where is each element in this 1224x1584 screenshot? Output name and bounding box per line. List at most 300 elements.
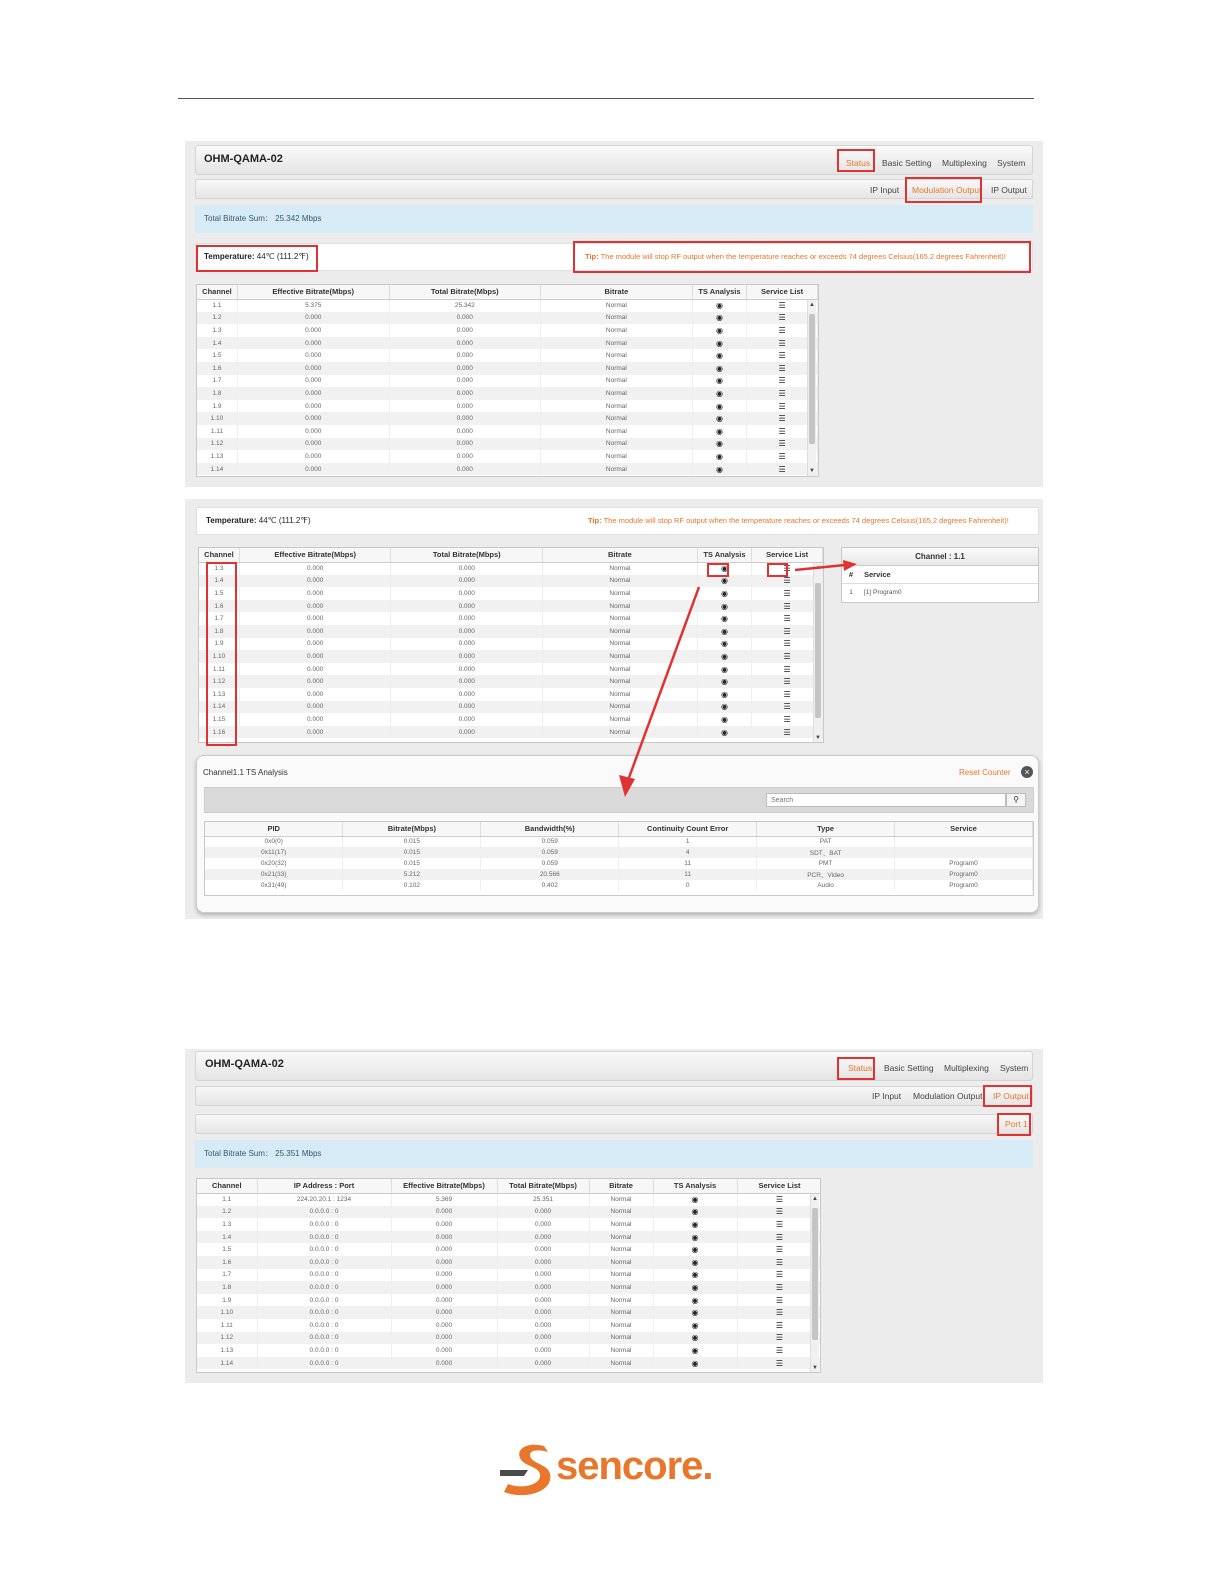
table-row	[197, 299, 818, 312]
eye-icon[interactable]: ◉	[691, 1345, 699, 1355]
table-cell: 1.11	[197, 1319, 257, 1332]
header-rule	[178, 98, 1034, 99]
table-cell: 1.5	[197, 1243, 257, 1256]
table-cell: Normal	[541, 349, 693, 362]
app-title: OHM-QAMA-02	[205, 1058, 284, 1070]
table-row	[199, 600, 823, 613]
scroll-down-icon[interactable]: ▼	[815, 735, 821, 741]
service-list-cell	[737, 1306, 821, 1319]
table-cell: 0.000	[391, 1281, 497, 1294]
col-cc-error: Continuity Count Error	[619, 822, 757, 836]
table-cell: 1.11	[199, 663, 239, 676]
table-cell: Normal	[541, 387, 693, 400]
service-list-cell	[737, 1294, 821, 1307]
list-icon[interactable]: ☰	[778, 325, 786, 335]
temperature-tip: Tip: The module will stop RF output when the temperature reaches or exceeds 74 degrees Celsius(165.2 degrees Fahrenheit)!	[585, 252, 1006, 261]
table-row	[197, 387, 818, 400]
ts-analysis-cell	[697, 701, 752, 714]
table-row	[197, 1357, 821, 1370]
tab-basic-setting[interactable]: Basic Setting	[882, 158, 932, 168]
list-icon[interactable]: ☰	[775, 1320, 784, 1330]
table-cell: 4	[619, 847, 757, 858]
list-icon[interactable]: ☰	[783, 651, 791, 661]
scroll-thumb[interactable]	[809, 314, 815, 444]
eye-icon[interactable]: ◉	[715, 426, 723, 436]
ts-search-input[interactable]	[766, 793, 1006, 807]
table-cell: 0.0.0.0 : 0	[257, 1243, 391, 1256]
table-cell: 1.15	[199, 713, 239, 726]
list-icon[interactable]: ☰	[775, 1245, 784, 1255]
list-icon[interactable]: ☰	[783, 639, 791, 649]
table-row	[197, 1332, 821, 1345]
ts-analysis-title: Channel1.1 TS Analysis	[203, 768, 288, 777]
service-list-cell	[752, 675, 823, 688]
ts-analysis-cell	[692, 349, 747, 362]
col-total-bitrate: Total Bitrate(Mbps)	[389, 285, 541, 299]
eye-icon[interactable]: ◉	[715, 313, 723, 323]
service-list-cell	[737, 1218, 821, 1231]
subtab-ip-input[interactable]: IP Input	[872, 1091, 902, 1101]
table-cell: 0x31(49)	[205, 880, 343, 891]
table-row	[205, 869, 1033, 880]
close-icon[interactable]: ×	[1021, 766, 1033, 778]
tab-system[interactable]: System	[1000, 1063, 1029, 1073]
col-pid: PID	[205, 822, 343, 836]
service-panel-title: Channel : 1.1	[842, 548, 1038, 566]
table-row	[197, 425, 818, 438]
table-cell: 0.000	[237, 412, 389, 425]
eye-icon[interactable]: ◉	[720, 702, 728, 712]
list-icon[interactable]: ☰	[783, 614, 791, 624]
table-cell: 11	[619, 858, 757, 869]
tab-basic-setting[interactable]: Basic Setting	[884, 1063, 934, 1073]
eye-icon[interactable]: ◉	[720, 677, 728, 687]
tab-status[interactable]: Status	[848, 1063, 873, 1073]
table-cell: 0.000	[389, 387, 541, 400]
table-cell: 1.1	[197, 299, 237, 312]
list-icon[interactable]: ☰	[778, 351, 786, 361]
list-icon[interactable]: ☰	[778, 451, 786, 461]
table-cell: 0.0.0.0 : 0	[257, 1269, 391, 1282]
table-cell: 0.015	[343, 858, 481, 869]
table-cell: Normal	[543, 575, 698, 588]
eye-icon[interactable]: ◉	[691, 1358, 699, 1368]
table-cell: 0.000	[239, 625, 391, 638]
table-row	[199, 625, 823, 638]
eye-icon[interactable]: ◉	[715, 439, 723, 449]
table-row	[197, 1243, 821, 1256]
subtab-ip-output[interactable]: IP Output	[991, 185, 1027, 195]
subtab-ip-input[interactable]: IP Input	[870, 185, 900, 195]
table-cell: Normal	[543, 562, 698, 575]
subtab-ip-output[interactable]: IP Output	[993, 1091, 1029, 1101]
service-list-cell	[737, 1256, 821, 1269]
table-cell: 0x11(17)	[205, 847, 343, 858]
ts-analysis-cell	[692, 299, 747, 312]
table-row	[205, 858, 1033, 869]
table-cell: 0.000	[239, 600, 391, 613]
table-cell: 0.0.0.0 : 0	[257, 1256, 391, 1269]
table-cell: 0.000	[391, 701, 543, 714]
list-icon[interactable]: ☰	[783, 714, 791, 724]
table-cell: 0.000	[237, 337, 389, 350]
list-icon[interactable]: ☰	[778, 439, 786, 449]
highlight-service-list-icon	[767, 563, 788, 577]
list-icon[interactable]: ☰	[783, 576, 791, 586]
table-cell: 1.10	[197, 412, 237, 425]
scroll-thumb[interactable]	[815, 583, 821, 718]
subtab-bar	[195, 1086, 1033, 1106]
highlight-temperature	[196, 245, 318, 272]
list-icon[interactable]: ☰	[775, 1270, 784, 1280]
service-list-cell	[752, 612, 823, 625]
service-list-cell	[752, 701, 823, 714]
reset-counter-button[interactable]: Reset Counter	[959, 768, 1011, 777]
table-row	[199, 663, 823, 676]
ts-analysis-cell	[692, 450, 747, 463]
eye-icon[interactable]: ◉	[715, 414, 723, 424]
eye-icon[interactable]: ◉	[720, 614, 728, 624]
table-cell: Normal	[541, 412, 693, 425]
list-icon[interactable]: ☰	[775, 1257, 784, 1267]
table-cell	[895, 847, 1033, 858]
list-icon[interactable]: ☰	[778, 401, 786, 411]
col-effective-bitrate: Effective Bitrate(Mbps)	[237, 285, 389, 299]
table-cell: 0.015	[343, 836, 481, 847]
col-ts-analysis: TS Analysis	[697, 548, 752, 562]
table-cell: 0.0.0.0 : 0	[257, 1206, 391, 1219]
ts-analysis-cell	[653, 1218, 737, 1231]
col-bitrate: Bitrate	[543, 548, 698, 562]
eye-icon[interactable]: ◉	[691, 1207, 699, 1217]
table-cell: 0.000	[391, 650, 543, 663]
list-icon[interactable]: ☰	[783, 677, 791, 687]
port-tab[interactable]: Port 1	[1005, 1119, 1028, 1129]
list-icon[interactable]: ☰	[778, 388, 786, 398]
list-icon[interactable]: ☰	[778, 338, 786, 348]
table-row	[205, 847, 1033, 858]
total-bitrate-sum: Total Bitrate Sum： 25.342 Mbps	[195, 205, 1033, 233]
table-cell: 0.000	[237, 425, 389, 438]
table-cell: 0x0(0)	[205, 836, 343, 847]
table-scrollbar[interactable]	[810, 1194, 819, 1373]
table-cell: 1.9	[197, 400, 237, 413]
list-icon[interactable]: ☰	[778, 426, 786, 436]
service-list-cell	[737, 1281, 821, 1294]
ts-analysis-cell	[692, 425, 747, 438]
highlight-status-tab	[837, 1057, 875, 1080]
port-tab-bar	[195, 1114, 1033, 1134]
table-cell: Normal	[589, 1206, 653, 1219]
list-icon[interactable]: ☰	[783, 689, 791, 699]
eye-icon[interactable]: ◉	[691, 1195, 699, 1205]
table-row	[197, 463, 818, 476]
channel-table-grid	[197, 285, 818, 475]
table-cell: 0.000	[391, 688, 543, 701]
table-cell: Normal	[543, 612, 698, 625]
list-icon[interactable]: ☰	[778, 301, 786, 311]
scroll-down-icon[interactable]: ▼	[812, 1365, 818, 1371]
eye-icon[interactable]: ◉	[691, 1333, 699, 1343]
list-icon[interactable]: ☰	[778, 414, 786, 424]
eye-icon[interactable]: ◉	[715, 363, 723, 373]
eye-icon[interactable]: ◉	[720, 727, 728, 737]
table-cell: Normal	[589, 1231, 653, 1244]
table-cell: 0.000	[237, 324, 389, 337]
table-cell: 1.12	[197, 438, 237, 451]
red-arrow-to-service-panel	[793, 559, 863, 579]
table-row	[197, 1306, 821, 1319]
table-cell: 1.7	[199, 612, 239, 625]
table-cell: Normal	[543, 600, 698, 613]
col-channel: Channel	[197, 1179, 257, 1193]
scroll-up-icon[interactable]: ▲	[812, 1196, 818, 1202]
table-cell: 1.13	[197, 450, 237, 463]
table-cell: 0.000	[391, 562, 543, 575]
service-list-cell	[737, 1344, 821, 1357]
eye-icon[interactable]: ◉	[691, 1282, 699, 1292]
list-icon[interactable]: ☰	[775, 1345, 784, 1355]
eye-icon[interactable]: ◉	[691, 1219, 699, 1229]
list-icon[interactable]: ☰	[775, 1232, 784, 1242]
scroll-thumb[interactable]	[812, 1208, 818, 1340]
table-cell: 0.000	[389, 463, 541, 476]
ts-analysis-cell	[653, 1332, 737, 1345]
table-cell: 1.9	[199, 638, 239, 651]
table-cell: 1.10	[197, 1306, 257, 1319]
eye-icon[interactable]: ◉	[720, 601, 728, 611]
table-cell: 0.0.0.0 : 0	[257, 1231, 391, 1244]
col-effective-bitrate: Effective Bitrate(Mbps)	[391, 1179, 497, 1193]
table-row	[197, 412, 818, 425]
ts-analysis-cell	[697, 663, 752, 676]
eye-icon[interactable]: ◉	[720, 714, 728, 724]
table-cell: 5.212	[343, 869, 481, 880]
list-icon[interactable]: ☰	[783, 601, 791, 611]
channel-table-grid	[199, 548, 823, 738]
col-ts-analysis: TS Analysis	[692, 285, 747, 299]
table-row	[205, 836, 1033, 847]
list-icon[interactable]: ☰	[783, 588, 791, 598]
table-cell: 0.000	[391, 1332, 497, 1345]
highlight-tip	[573, 241, 1031, 273]
list-icon[interactable]: ☰	[783, 664, 791, 674]
list-icon[interactable]: ☰	[775, 1308, 784, 1318]
ts-analysis-cell	[697, 688, 752, 701]
table-cell: 224.20.20.1 : 1234	[257, 1193, 391, 1206]
table-row	[197, 1256, 821, 1269]
service-list-cell	[752, 625, 823, 638]
eye-icon[interactable]: ◉	[691, 1257, 699, 1267]
subtab-modulation-output[interactable]: Modulation Output	[912, 185, 982, 195]
service-col-name: Service	[864, 570, 891, 579]
eye-icon[interactable]: ◉	[691, 1232, 699, 1242]
search-icon[interactable]: ⚲	[1006, 793, 1026, 807]
highlight-ts-analysis-icon	[707, 563, 729, 577]
table-cell: 0.000	[389, 337, 541, 350]
table-cell: Normal	[543, 625, 698, 638]
table-cell: 1.4	[199, 575, 239, 588]
screenshot-status-ip-output	[185, 1049, 1043, 1383]
eye-icon[interactable]: ◉	[691, 1245, 699, 1255]
eye-icon[interactable]: ◉	[715, 451, 723, 461]
eye-icon[interactable]: ◉	[715, 388, 723, 398]
list-icon[interactable]: ☰	[783, 727, 791, 737]
eye-icon[interactable]: ◉	[720, 576, 728, 586]
scroll-down-icon[interactable]: ▼	[809, 468, 815, 474]
table-cell: 0.000	[497, 1269, 589, 1282]
list-icon[interactable]: ☰	[775, 1219, 784, 1229]
table-cell: 0.0.0.0 : 0	[257, 1332, 391, 1345]
table-cell: 1.2	[197, 1206, 257, 1219]
table-cell: 0.000	[391, 575, 543, 588]
list-icon[interactable]: ☰	[775, 1333, 784, 1343]
table-cell: 0.000	[391, 1269, 497, 1282]
table-cell: 0.000	[239, 713, 391, 726]
eye-icon[interactable]: ◉	[691, 1308, 699, 1318]
ts-analysis-cell	[653, 1281, 737, 1294]
ts-analysis-cell	[653, 1256, 737, 1269]
table-cell: 0.000	[239, 688, 391, 701]
table-row	[197, 400, 818, 413]
table-cell: Normal	[541, 438, 693, 451]
table-cell: 0.015	[343, 847, 481, 858]
table-row	[199, 612, 823, 625]
table-cell: 1	[619, 836, 757, 847]
temperature-readout: Temperature: 44℃ (111.2℉)	[204, 252, 309, 261]
service-list-cell	[737, 1206, 821, 1219]
service-list-cell	[737, 1319, 821, 1332]
list-icon[interactable]: ☰	[775, 1295, 784, 1305]
tab-multiplexing[interactable]: Multiplexing	[944, 1063, 989, 1073]
eye-icon[interactable]: ◉	[715, 351, 723, 361]
table-cell: 11	[619, 869, 757, 880]
table-cell: PMT	[757, 858, 895, 869]
ts-analysis-cell	[692, 375, 747, 388]
table-cell: 0.000	[391, 663, 543, 676]
list-icon[interactable]: ☰	[775, 1358, 784, 1368]
table-cell: Normal	[543, 701, 698, 714]
table-cell: 0.0.0.0 : 0	[257, 1344, 391, 1357]
service-list-cell	[752, 726, 823, 739]
eye-icon[interactable]: ◉	[715, 301, 723, 311]
col-total-bitrate: Total Bitrate(Mbps)	[391, 548, 543, 562]
eye-icon[interactable]: ◉	[720, 588, 728, 598]
table-row	[199, 650, 823, 663]
table-cell: Normal	[589, 1193, 653, 1206]
tab-status[interactable]: Status	[846, 158, 871, 168]
ts-analysis-cell	[653, 1231, 737, 1244]
ts-analysis-cell	[653, 1193, 737, 1206]
subtab-modulation-output[interactable]: Modulation Output	[913, 1091, 983, 1101]
table-cell: 0.000	[237, 362, 389, 375]
tab-multiplexing[interactable]: Multiplexing	[942, 158, 987, 168]
table-cell: 0.000	[391, 1306, 497, 1319]
service-row[interactable]: 1 [1] Program0	[849, 588, 902, 596]
table-cell: 0.000	[391, 1206, 497, 1219]
table-cell: 0.000	[497, 1306, 589, 1319]
table-cell: 25.351	[497, 1193, 589, 1206]
table-cell: Normal	[543, 663, 698, 676]
eye-icon[interactable]: ◉	[715, 376, 723, 386]
table-cell: 0.000	[391, 1319, 497, 1332]
total-bitrate-sum: Total Bitrate Sum： 25.351 Mbps	[195, 1140, 1033, 1168]
eye-icon[interactable]: ◉	[691, 1295, 699, 1305]
table-cell: 1.12	[199, 675, 239, 688]
table-cell: 0x21(33)	[205, 869, 343, 880]
table-cell: Normal	[543, 638, 698, 651]
table-cell: Normal	[589, 1281, 653, 1294]
table-cell: 0.000	[239, 575, 391, 588]
service-list-cell	[737, 1269, 821, 1282]
table-cell: 0.000	[497, 1231, 589, 1244]
table-cell: 1.8	[197, 1281, 257, 1294]
list-icon[interactable]: ☰	[778, 313, 786, 323]
table-cell: 0.000	[391, 600, 543, 613]
list-icon[interactable]: ☰	[783, 702, 791, 712]
eye-icon[interactable]: ◉	[720, 689, 728, 699]
list-icon[interactable]: ☰	[775, 1195, 784, 1205]
col-bitrate: Bitrate	[541, 285, 693, 299]
eye-icon[interactable]: ◉	[720, 639, 728, 649]
table-cell: Normal	[589, 1306, 653, 1319]
list-icon[interactable]: ☰	[783, 564, 791, 574]
scroll-up-icon[interactable]: ▲	[809, 302, 815, 308]
ts-analysis-cell	[653, 1306, 737, 1319]
eye-icon[interactable]: ◉	[720, 651, 728, 661]
eye-icon[interactable]: ◉	[720, 664, 728, 674]
ts-pid-table	[204, 821, 1034, 896]
table-scrollbar[interactable]	[813, 563, 822, 743]
eye-icon[interactable]: ◉	[691, 1270, 699, 1280]
temperature-readout: Temperature: 44℃ (111.2℉)	[206, 516, 311, 525]
table-cell: 0.000	[391, 713, 543, 726]
eye-icon[interactable]: ◉	[715, 338, 723, 348]
list-icon[interactable]: ☰	[778, 363, 786, 373]
table-cell: 0.000	[391, 726, 543, 739]
table-cell: 0.402	[481, 880, 619, 891]
eye-icon[interactable]: ◉	[720, 626, 728, 636]
table-scrollbar[interactable]	[807, 300, 816, 476]
eye-icon[interactable]: ◉	[691, 1320, 699, 1330]
table-cell: 1.3	[197, 1218, 257, 1231]
eye-icon[interactable]: ◉	[715, 464, 723, 474]
list-icon[interactable]: ☰	[775, 1207, 784, 1217]
table-cell: 0.000	[239, 675, 391, 688]
ts-analysis-cell	[692, 312, 747, 325]
table-cell: 0.000	[497, 1319, 589, 1332]
table-row	[199, 675, 823, 688]
table-cell: 0.000	[497, 1218, 589, 1231]
list-icon[interactable]: ☰	[783, 626, 791, 636]
ts-analysis-cell	[653, 1206, 737, 1219]
eye-icon[interactable]: ◉	[715, 401, 723, 411]
tab-system[interactable]: System	[997, 158, 1026, 168]
list-icon[interactable]: ☰	[778, 376, 786, 386]
table-cell: 0.000	[389, 324, 541, 337]
table-row	[205, 880, 1033, 891]
eye-icon[interactable]: ◉	[720, 564, 728, 574]
table-cell: Normal	[589, 1319, 653, 1332]
eye-icon[interactable]: ◉	[715, 325, 723, 335]
screenshot-ts-analysis	[185, 499, 1043, 919]
list-icon[interactable]: ☰	[778, 464, 786, 474]
ts-analysis-cell	[653, 1357, 737, 1370]
ts-analysis-cell	[697, 713, 752, 726]
sencore-logo	[498, 1440, 720, 1500]
channel-table	[196, 284, 819, 477]
list-icon[interactable]: ☰	[775, 1282, 784, 1292]
